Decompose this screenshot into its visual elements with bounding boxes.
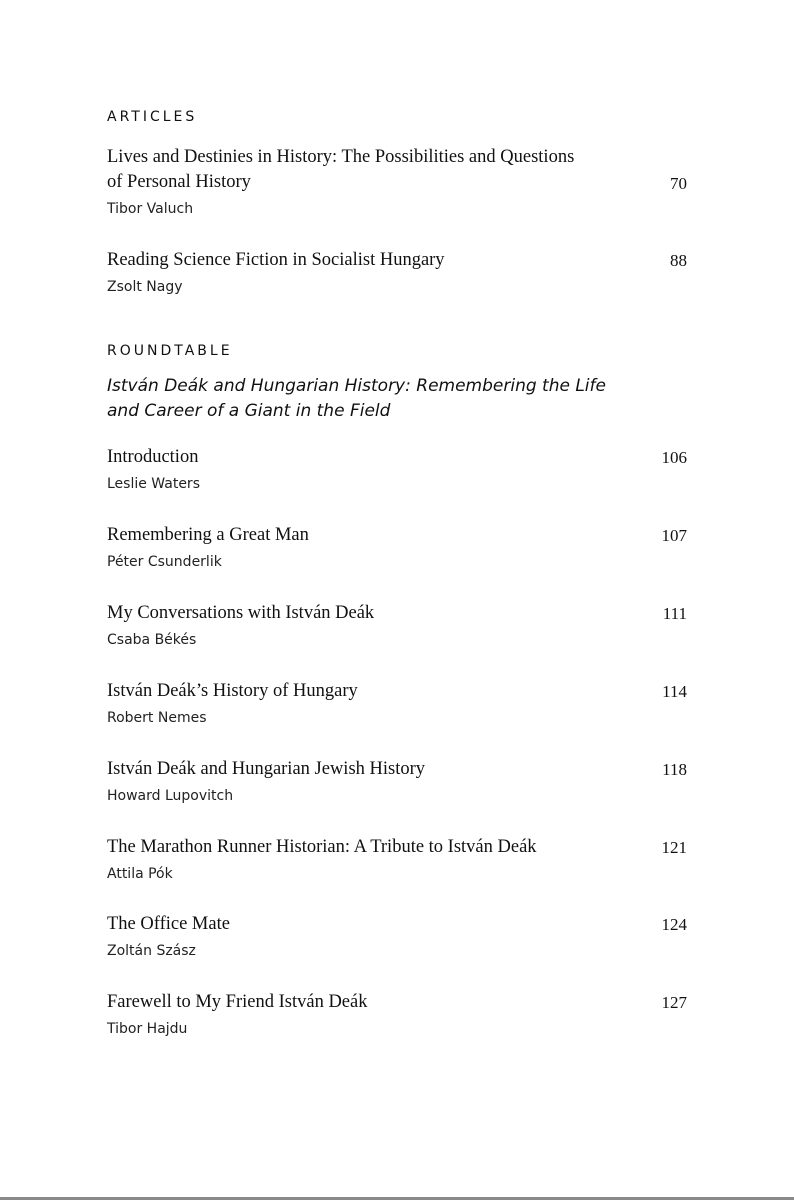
entry-author: Csaba Békés bbox=[107, 632, 197, 648]
entry-author: Zoltán Szász bbox=[107, 943, 196, 959]
entry-author: Attila Pók bbox=[107, 866, 173, 882]
entry-page-number: 127 bbox=[661, 993, 687, 1012]
entry-page-number: 88 bbox=[670, 251, 687, 270]
toc-entry-roundtable-5[interactable] bbox=[107, 757, 687, 806]
entry-page-number: 118 bbox=[662, 760, 687, 779]
toc-entry-roundtable-3[interactable] bbox=[107, 601, 687, 650]
entry-page-number: 111 bbox=[662, 604, 687, 623]
roundtable-title-line: and Career of a Giant in the Field bbox=[107, 401, 391, 421]
toc-entry-article-2[interactable] bbox=[107, 248, 687, 297]
toc-entry-roundtable-6[interactable] bbox=[107, 835, 687, 884]
roundtable-section-label: ROUNDTABLE bbox=[107, 343, 233, 359]
entry-title: István Deák and Hungarian Jewish History bbox=[107, 759, 426, 779]
entry-author: Péter Csunderlik bbox=[107, 554, 222, 570]
entry-author: Zsolt Nagy bbox=[107, 279, 183, 295]
toc-entry-roundtable-1[interactable] bbox=[107, 445, 687, 494]
toc-entry-roundtable-7[interactable] bbox=[107, 912, 687, 961]
entry-title: István Deák’s History of Hungary bbox=[107, 681, 358, 701]
roundtable-title-line: István Deák and Hungarian History: Remembering the Life bbox=[107, 376, 606, 396]
entry-title-line: Lives and Destinies in History: The Possibilities and Questions bbox=[107, 147, 575, 167]
roundtable-title bbox=[107, 374, 627, 424]
entry-title: The Marathon Runner Historian: A Tribute to István Deák bbox=[107, 837, 537, 857]
entry-title: Farewell to My Friend István Deák bbox=[107, 992, 368, 1012]
entry-page-number: 106 bbox=[661, 448, 687, 467]
entry-page-number: 114 bbox=[662, 682, 687, 701]
entry-page-number: 121 bbox=[661, 838, 687, 857]
entry-page-number: 124 bbox=[661, 915, 687, 934]
toc-entry-roundtable-4[interactable] bbox=[107, 679, 687, 728]
entry-author: Leslie Waters bbox=[107, 476, 200, 492]
entry-page-number: 107 bbox=[661, 526, 687, 545]
entry-title: Introduction bbox=[107, 447, 199, 467]
entry-title: Reading Science Fiction in Socialist Hungary bbox=[107, 250, 445, 270]
entry-title: Remembering a Great Man bbox=[107, 525, 309, 545]
toc-entry-roundtable-2[interactable] bbox=[107, 523, 687, 572]
articles-section-label: ARTICLES bbox=[107, 109, 198, 125]
entry-author: Robert Nemes bbox=[107, 710, 207, 726]
entry-author: Howard Lupovitch bbox=[107, 788, 234, 804]
entry-author: Tibor Hajdu bbox=[107, 1021, 188, 1037]
entry-title: The Office Mate bbox=[107, 914, 230, 934]
entry-title bbox=[107, 145, 607, 195]
toc-entry-roundtable-8[interactable] bbox=[107, 990, 687, 1039]
toc-entry-article-1[interactable] bbox=[107, 145, 687, 219]
entry-title: My Conversations with István Deák bbox=[107, 603, 375, 623]
entry-author: Tibor Valuch bbox=[107, 201, 194, 217]
entry-title-line: of Personal History bbox=[107, 172, 251, 192]
entry-page-number: 70 bbox=[670, 174, 687, 193]
